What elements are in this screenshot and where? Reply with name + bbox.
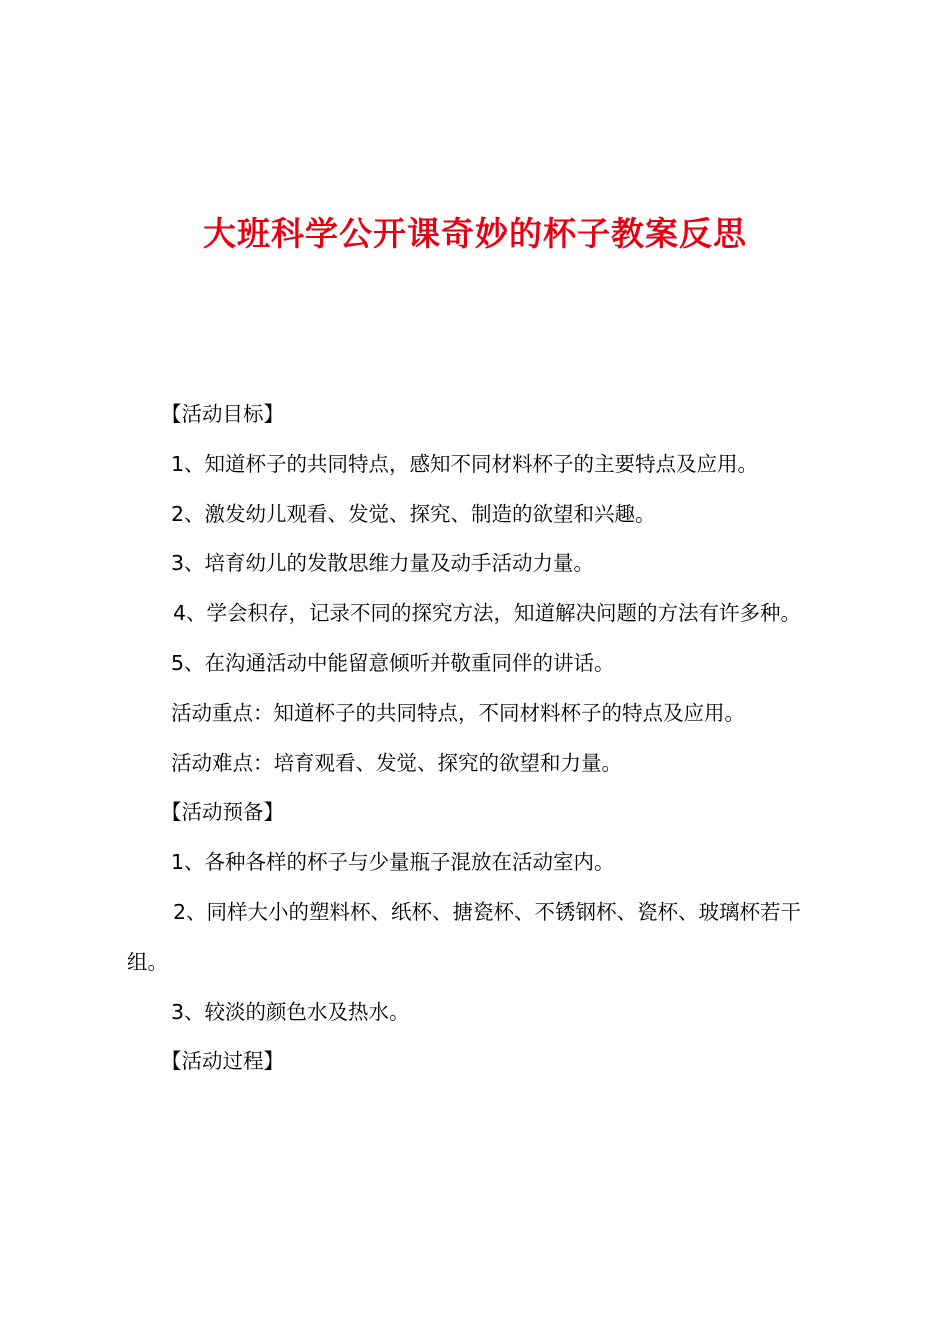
objective-item-1: 1、知道杯子的共同特点，感知不同材料杯子的主要特点及应用。 — [171, 451, 759, 476]
preparation-item-3: 3、较淡的颜色水及热水。 — [171, 999, 410, 1024]
preparation-item-1: 1、各种各样的杯子与少量瓶子混放在活动室内。 — [171, 850, 615, 875]
difficult-point: 活动难点：培育观看、发觉、探究的欲望和力量。 — [171, 750, 622, 775]
objective-item-2: 2、激发幼儿观看、发觉、探究、制造的欲望和兴趣。 — [171, 501, 656, 526]
section-heading-process: 【活动过程】 — [161, 1049, 284, 1074]
document-body — [127, 390, 833, 1087]
preparation-item-2: 2、同样大小的塑料杯、纸杯、搪瓷杯、不锈钢杯、瓷杯、玻璃杯若干组。 — [127, 899, 802, 974]
objective-item-4: 4、学会积存，记录不同的探究方法，知道解决问题的方法有许多种。 — [173, 601, 802, 626]
section-heading-objectives: 【活动目标】 — [161, 402, 284, 426]
objective-item-3: 3、培育幼儿的发散思维力量及动手活动力量。 — [171, 551, 595, 576]
key-point: 活动重点：知道杯子的共同特点，不同材料杯子的特点及应用。 — [171, 700, 745, 725]
section-heading-preparation: 【活动预备】 — [161, 800, 284, 825]
objective-item-5: 5、在沟通活动中能留意倾听并敬重同伴的讲话。 — [171, 650, 615, 675]
document-title: 大班科学公开课奇妙的杯子教案反思 — [203, 214, 747, 253]
